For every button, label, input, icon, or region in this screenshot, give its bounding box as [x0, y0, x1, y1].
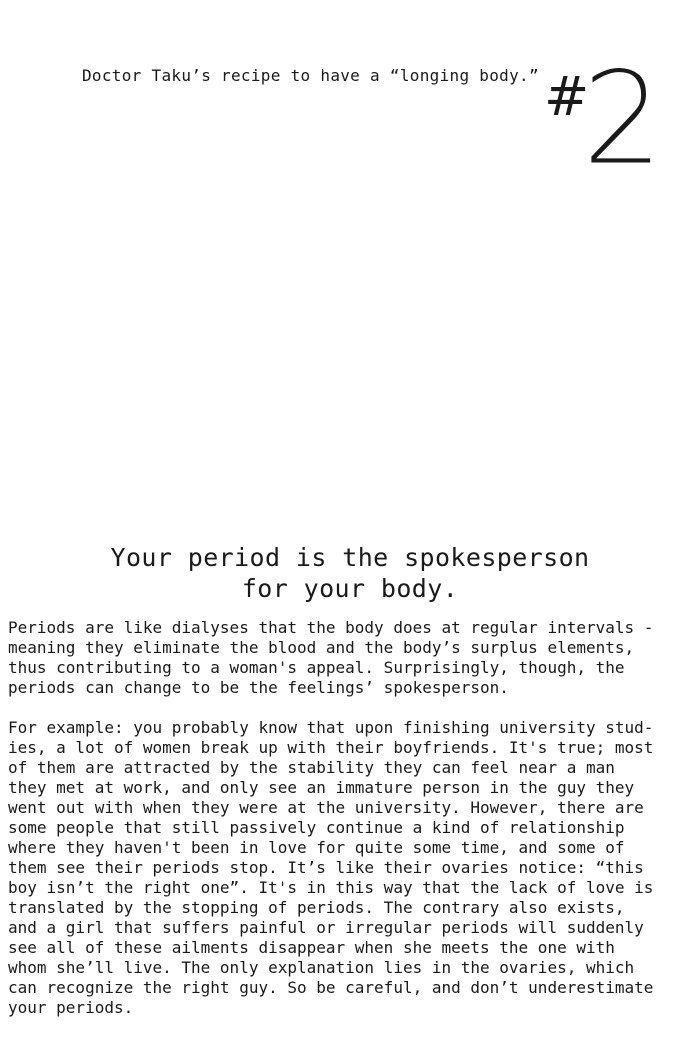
section-title-line-1: Your period is the spokesperson [110, 543, 590, 572]
section-title [0, 542, 690, 604]
chapter-number: 2 [582, 45, 664, 194]
body-paragraph-1: Periods are like dialyses that the body does at regular intervals - meaning they eliminate the blood and the body’s surplus elements, thus contributing to a woman's appeal. Surprisingly, though, the periods can change to be the feelings’ spokesperson. [8, 618, 654, 697]
body-paragraph-2: For example: you probably know that upon finishing university stud- ies, a lot of women break up with their boyfriends. It's true; most of them are attracted by the stability they can feel near a man they met at work, and only see an immature person in the guy they went out with when they were at the university. However, there are some people that still passively continue a kind of relationship where they haven't been in love for quite some time, and some of them see their periods stop. It’s like their ovaries notice: “this boy isn’t the right one”. It's in this way that the lack of love is translated by the stopping of periods. The contrary also exists, and a girl that suffers painful or irregular periods will suddenly see all of these ailments disappear when she meets the one with whom she’ll live. The only explanation lies in the ovaries, which can recognize the right guy. So be careful, and don’t underestimate your periods. [8, 718, 654, 1017]
body-text [8, 618, 684, 1038]
chapter-hash: # [544, 65, 590, 128]
chapter-number-mark [542, 45, 672, 194]
section-title-line-2: for your body. [241, 574, 459, 603]
recipe-title: Doctor Taku’s recipe to have a “longing body.” [82, 66, 539, 85]
